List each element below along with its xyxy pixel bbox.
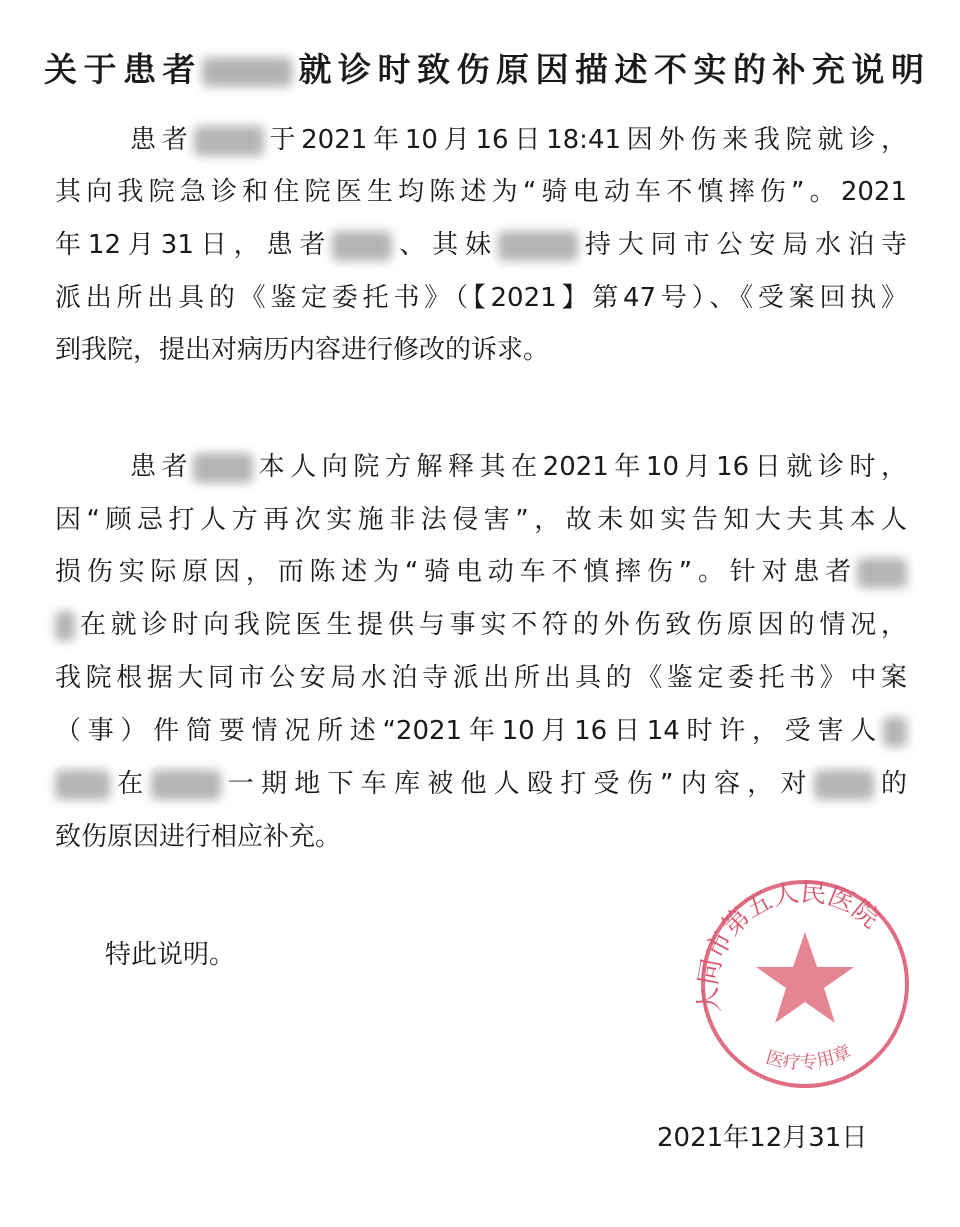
text-segment: 到我院，提出对病历内容进行修改的诉求。 (55, 335, 550, 365)
text-segment: 我院根据大同市公安局水泊寺派出所出具的《鉴定委托书》中案 (55, 663, 907, 693)
document-title (44, 44, 924, 91)
text-segment: 一期地下车库被他人殴打受伤”内容，对 (220, 769, 814, 799)
text-segment: 、其妹 (392, 230, 498, 260)
text-segment: 因“顾忌打人方再次实施非法侵害”，故未如实告知大夫其本人 (55, 505, 907, 535)
text-line (55, 330, 907, 370)
svg-text:医疗专用章 (764, 1041, 855, 1073)
text-line (55, 711, 907, 751)
text-line (55, 172, 907, 212)
text-line (55, 605, 907, 645)
hospital-seal (680, 872, 930, 1097)
text-segment: 年12月31日，患者 (55, 230, 333, 260)
title-part: 关于患者 (44, 50, 202, 89)
text-segment: 本人向院方解释其在2021年10月16日就诊时， (253, 452, 907, 482)
redacted-name (151, 770, 221, 800)
text-line (55, 500, 907, 540)
text-line (55, 278, 907, 318)
redacted-name (332, 231, 392, 261)
text-line (55, 658, 907, 698)
redacted-name (55, 611, 75, 641)
text-segment: 派出所出具的《鉴定委托书》（【2021】第47号）、《受案回执》 (55, 283, 907, 313)
title-part: 就诊时致伤原因描述不实的补充说明 (292, 50, 924, 89)
redacted-name (193, 453, 253, 483)
redacted-name (814, 770, 874, 800)
redacted-name (194, 126, 264, 156)
text-segment: 患者 (130, 452, 194, 482)
text-segment: 持大同市公安局水泊寺 (577, 230, 907, 260)
text-segment: 特此说明。 (105, 940, 236, 970)
text-segment: 损伤实际原因，而陈述为“骑电动车不慎摔伤”。针对患者 (55, 557, 857, 587)
text-line (55, 552, 907, 592)
text-segment: 于2021年10月16日18:41因外伤来我院就诊， (263, 125, 907, 155)
text-segment: 在就诊时向我院医生提供与事实不符的外伤致伤原因的情况， (75, 610, 907, 640)
seal-subtext: 医疗专用章 (763, 1041, 855, 1074)
seal-text: 大同市第五人民医院 (693, 877, 886, 1015)
text-segment: 在 (110, 769, 151, 799)
star-icon (756, 932, 854, 1023)
redacted-name (55, 770, 110, 800)
text-segment: 致伤原因进行相应补充。 (55, 822, 342, 852)
text-segment: 的 (873, 769, 907, 799)
redacted-name (883, 717, 907, 747)
redacted-name (857, 558, 907, 588)
redacted-name (202, 57, 292, 87)
text-line (55, 817, 907, 857)
text-segment: （事）件简要情况所述“2021年10月16日14时许，受害人 (55, 716, 883, 746)
text-line (55, 764, 907, 804)
text-line (55, 225, 907, 265)
text-segment: 患者 (130, 125, 194, 155)
text-line (130, 120, 907, 160)
document-date: 2021年12月31日 (657, 1123, 868, 1153)
text-line (130, 447, 907, 487)
text-segment: 其向我院急诊和住院医生均陈述为“骑电动车不慎摔伤”。2021 (55, 177, 907, 207)
redacted-name (498, 231, 578, 261)
